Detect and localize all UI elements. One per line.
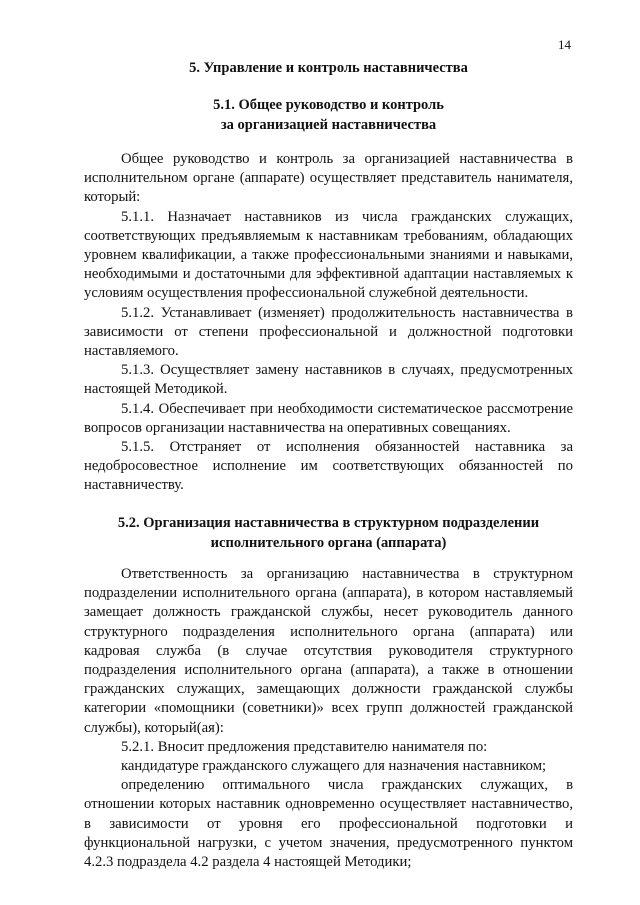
paragraph-intro: Общее руководство и контроль за организацией наставничества в исполнительном органе (аппарате) осуществляет представитель нанимателя, который: (84, 151, 573, 206)
paragraph-5-1-3: 5.1.3. Осуществляет замену наставников в случаях, предусмотренных настоящей Методикой. (84, 362, 573, 398)
paragraph-5-2-1: 5.2.1. Вносит предложения представителю нанимателя по: (121, 738, 488, 755)
paragraph-5-1-4: 5.1.4. Обеспечивает при необходимости систематическое рассмотрение вопросов организации наставничества на оперативных совещаниях. (84, 400, 573, 436)
section-title: 5. Управление и контроль наставничества (189, 60, 468, 76)
subsection-1-title (84, 96, 573, 135)
paragraph-mentor-candidate: кандидатуре гражданского служащего для назначения наставником; (121, 758, 547, 775)
subsection-1-title-line-2: за организацией наставничества (220, 116, 437, 133)
subsection-1-title-line-1: 5.1. Общее руководство и контроль (213, 97, 444, 113)
paragraph-5-1-5: 5.1.5. Отстраняет от исполнения обязанностей наставника за недобросовестное исполнение им соответствующих обязанностей по наставничеству. (84, 439, 573, 494)
paragraph-5-1-1: 5.1.1. Назначает наставников из числа гражданских служащих, соответствующих предъявляемым к наставникам требованиям, обладающих уровнем квалификации, а также профессиональными знаниями и навыками, необходимыми и достаточными для эффективной адаптации наставляемых к условиям осуществления профессиональной служебной деятельности. (84, 208, 573, 302)
subsection-2-title-line-2: исполнительного органа (аппарата) (210, 534, 447, 551)
page-number: 14 (558, 37, 571, 52)
paragraph-5-1-2: 5.1.2. Устанавливает (изменяет) продолжительность наставничества в зависимости от степени профессиональной и должностной подготовки наставляемого. (84, 304, 573, 360)
subsection-2-title-line-1: 5.2. Организация наставничества в структурном подразделении (117, 515, 540, 531)
paragraph-optimal-number: определению оптимального числа гражданских служащих, в отношении которых наставник одновременно осуществляет наставничество, в зависимости от уровня его профессиональной подготовки и функциональной нагрузки, с учетом значения, предусмотренного пунктом 4.2.3 подраздела 4.2 раздела 4 настоящей Методики; (84, 777, 573, 871)
subsection-2-title (72, 514, 585, 553)
subsection-2-body (84, 565, 573, 872)
subsection-1-body (84, 150, 573, 496)
paragraph-responsibility: Ответственность за организацию наставничества в структурном подразделении исполнительного органа (аппарата), в котором наставляемый замещает должность гражданской службы, несет руководитель данного структурного подразделения исполнительного органа (аппарата) или кадровая служба (в случае отсутствия руководителя структурного подразделения исполнительного органа (аппарата), а также в отношении гражданских служащих, замещающих должности гражданской службы категории «помощники (советники)» всех групп должностей гражданской службы), который(ая): (84, 566, 573, 736)
